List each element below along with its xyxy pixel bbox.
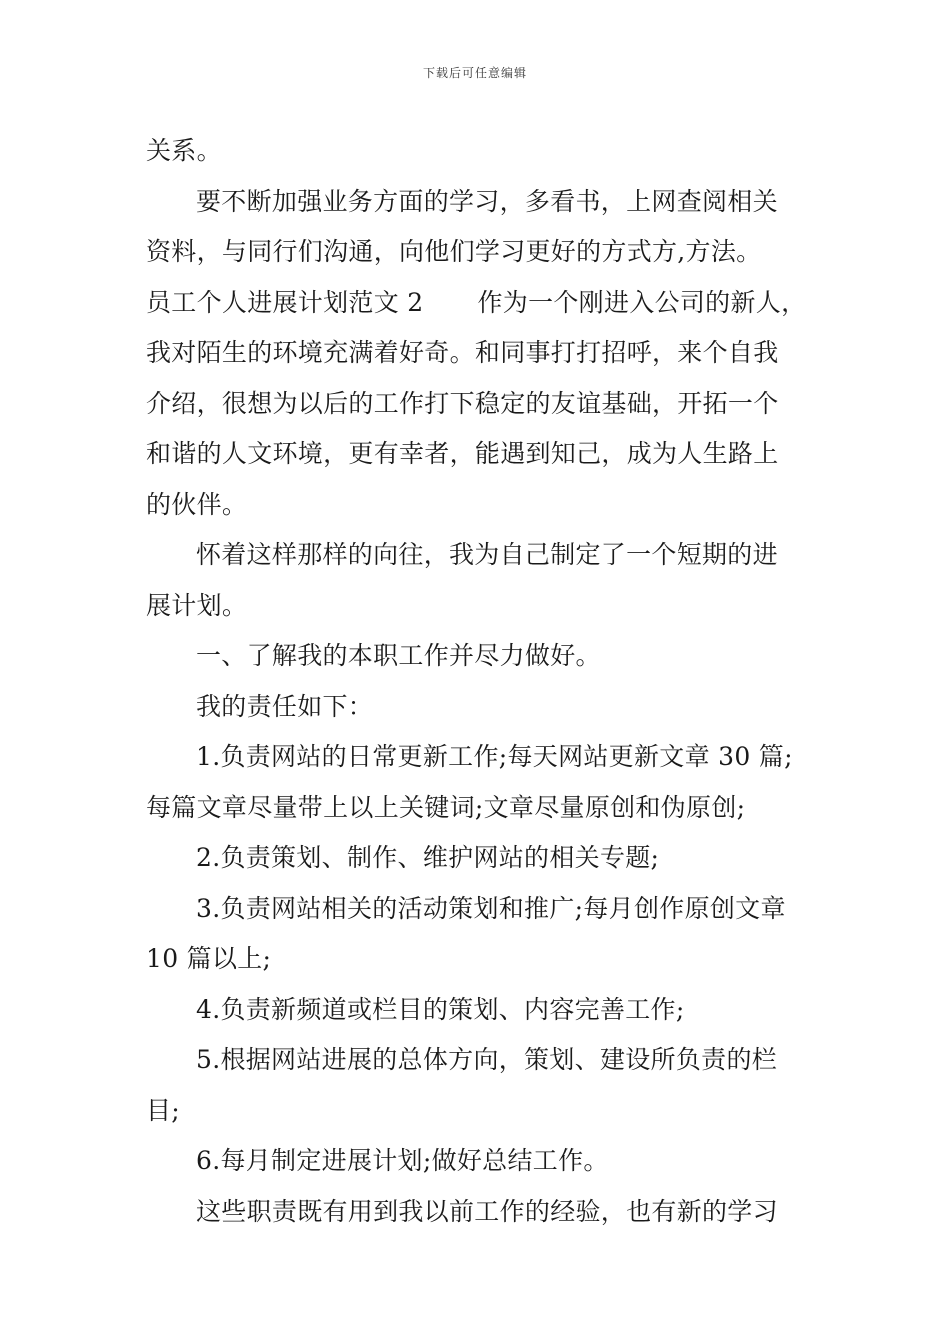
paragraph-line: 我的责任如下： <box>196 691 374 721</box>
paragraph-line: 这些职责既有用到我以前工作的经验，也有新的学习 <box>196 1196 778 1226</box>
list-item-line: 5.根据网站进展的总体方向，策划、建设所负责的栏 <box>196 1045 778 1074</box>
paragraph-text: 作为一个刚进入公司的新人， <box>477 287 807 317</box>
list-item-line: 目; <box>146 1095 181 1125</box>
list-item-line: 1.负责网站的日常更新工作;每天网站更新文章 30 篇; <box>196 742 793 771</box>
paragraph-line: 怀着这样那样的向往，我为自己制定了一个短期的进 <box>196 540 778 569</box>
paragraph-line: 资料，与同行们沟通，向他们学习更好的方式方,方法。 <box>146 237 762 266</box>
document-body <box>146 126 808 1237</box>
paragraph-line: 和谐的人文环境，更有幸者，能遇到知己，成为人生路上 <box>146 439 779 468</box>
section-heading: 员工个人进展计划范文 2 <box>146 287 424 317</box>
paragraph-line: 要不断加强业务方面的学习，多看书，上网查阅相关 <box>196 186 778 216</box>
list-item-line: 每篇文章尽量带上以上关键词;文章尽量原创和伪原创; <box>146 792 746 822</box>
paragraph-line: 关系。 <box>146 136 222 165</box>
list-item-line: 4.负责新频道或栏目的策划、内容完善工作; <box>196 994 685 1024</box>
list-item-line: 10 篇以上; <box>146 944 272 973</box>
page-header: 下载后可任意编辑 <box>422 66 527 80</box>
paragraph-line: 介绍，很想为以后的工作打下稳定的友谊基础，开拓一个 <box>146 388 779 418</box>
list-item-line: 3.负责网站相关的活动策划和推广;每月创作原创文章 <box>196 893 786 923</box>
paragraph-line: 我对陌生的环境充满着好奇。和同事打打招呼，来个自我 <box>146 338 779 367</box>
paragraph-line: 展计划。 <box>146 590 248 620</box>
list-item-line: 2.负责策划、制作、维护网站的相关专题; <box>196 843 660 872</box>
paragraph-line: 的伙伴。 <box>146 489 248 519</box>
section-heading-line <box>146 278 808 329</box>
list-item-line: 6.每月制定进展计划;做好总结工作。 <box>196 1146 609 1175</box>
paragraph-line: 一、了解我的本职工作并尽力做好。 <box>196 641 601 670</box>
